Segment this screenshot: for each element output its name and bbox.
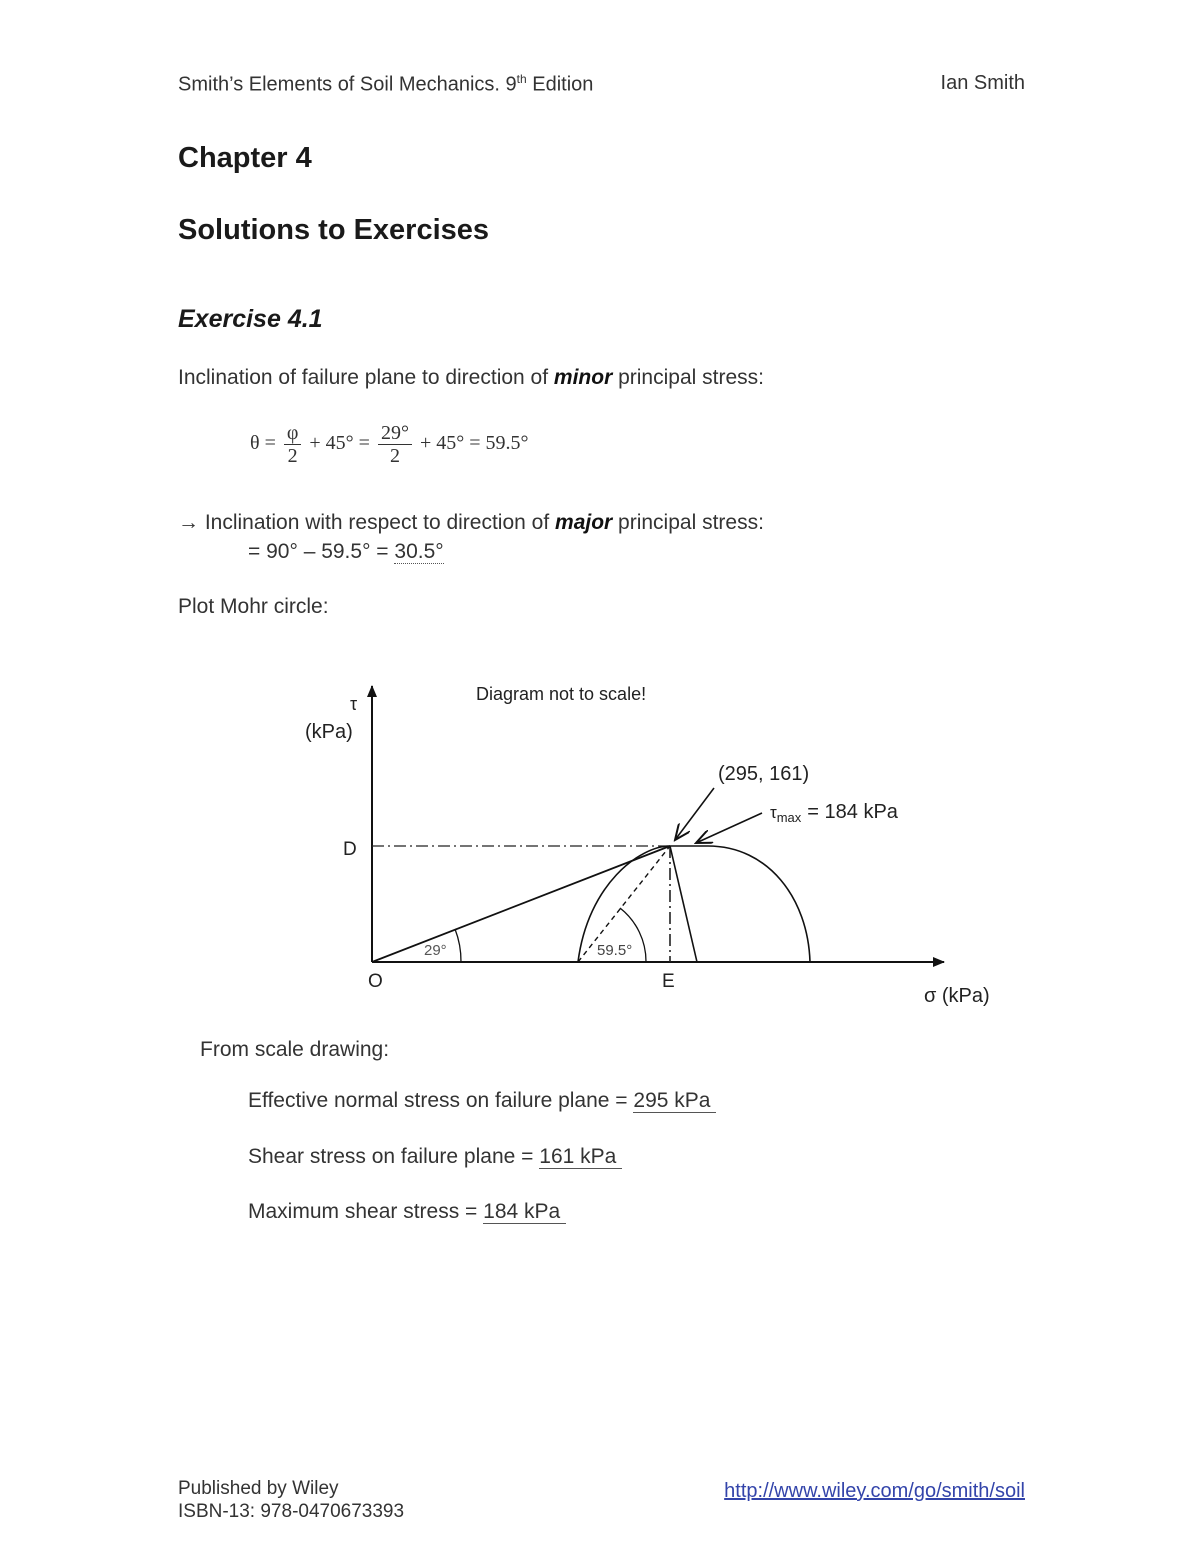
plot-label: Plot Mohr circle: xyxy=(178,595,329,618)
publisher: Published by Wiley xyxy=(178,1478,339,1499)
intro-emphasis: minor xyxy=(553,366,613,389)
major-text: Inclination with respect to direction of xyxy=(199,511,556,534)
tau-max-label xyxy=(770,801,899,825)
major-emphasis: major xyxy=(555,511,613,534)
tau-max-arrow xyxy=(696,813,762,843)
intro-text: Inclination of failure plane to direction of xyxy=(178,366,554,389)
exercise-title: Exercise 4.1 xyxy=(178,305,323,333)
tau-max-sub: max xyxy=(776,810,802,825)
author-name: Ian Smith xyxy=(940,72,1025,94)
label-d: D xyxy=(343,839,357,860)
intro-text-end: principal stress: xyxy=(612,366,764,389)
tau-axis-unit: (kPa) xyxy=(305,721,353,743)
result-normal-label: Effective normal stress on failure plane = xyxy=(248,1089,634,1112)
label-e: E xyxy=(662,971,675,992)
angle-29-arc xyxy=(455,929,461,962)
result-normal-stress xyxy=(248,1089,716,1113)
fraction-phi-numerator: φ xyxy=(284,422,302,445)
tau-axis-symbol: τ xyxy=(350,694,358,714)
book-title-sup: th xyxy=(516,72,527,86)
book-title-edition: Edition xyxy=(526,73,594,96)
tau-max-value: = 184 kPa xyxy=(807,801,898,823)
radius-line xyxy=(670,846,697,962)
wiley-link[interactable]: http://www.wiley.com/go/smith/soil xyxy=(724,1480,1025,1502)
result-shear-label: Shear stress on failure plane = xyxy=(248,1145,540,1168)
result-max-shear xyxy=(248,1200,566,1224)
sigma-axis-label: σ (kPa) xyxy=(924,985,990,1007)
equation-middle: + 45° = xyxy=(309,432,370,455)
book-title-text: Smith’s Elements of Soil Mechanics. 9 xyxy=(178,73,517,96)
mohr-circle-right-arc xyxy=(670,846,810,962)
angle-59-label: 59.5° xyxy=(597,942,633,959)
fraction-29-denominator: 2 xyxy=(389,445,400,467)
result-max-label: Maximum shear stress = xyxy=(248,1200,484,1223)
label-o: O xyxy=(368,971,383,992)
major-calc-result: 30.5° xyxy=(394,540,444,563)
fraction-phi-denominator: 2 xyxy=(287,445,298,467)
result-shear-stress xyxy=(248,1145,622,1169)
major-text-end: principal stress: xyxy=(612,511,764,534)
fraction-29-numerator: 29° xyxy=(378,422,412,445)
arrow-icon: → xyxy=(178,511,199,534)
angle-29-label: 29° xyxy=(424,942,447,959)
results-intro: From scale drawing: xyxy=(200,1038,390,1061)
section-title: Solutions to Exercises xyxy=(178,214,490,246)
tau-max-symbol: τ xyxy=(770,803,777,822)
point-arrow xyxy=(675,788,714,840)
isbn: ISBN-13: 978-0470673393 xyxy=(178,1501,405,1522)
result-normal-value: 295 kPa xyxy=(633,1089,716,1113)
equation-lhs: θ = xyxy=(250,432,276,455)
point-label: (295, 161) xyxy=(718,763,810,785)
result-max-value: 184 kPa xyxy=(483,1200,566,1224)
major-calc-text: = 90° – 59.5° = xyxy=(248,540,395,563)
chapter-title: Chapter 4 xyxy=(178,142,312,174)
diagram-note: Diagram not to scale! xyxy=(476,684,647,704)
result-shear-value: 161 kPa xyxy=(539,1145,622,1169)
equation-result: + 45° = 59.5° xyxy=(419,432,529,455)
